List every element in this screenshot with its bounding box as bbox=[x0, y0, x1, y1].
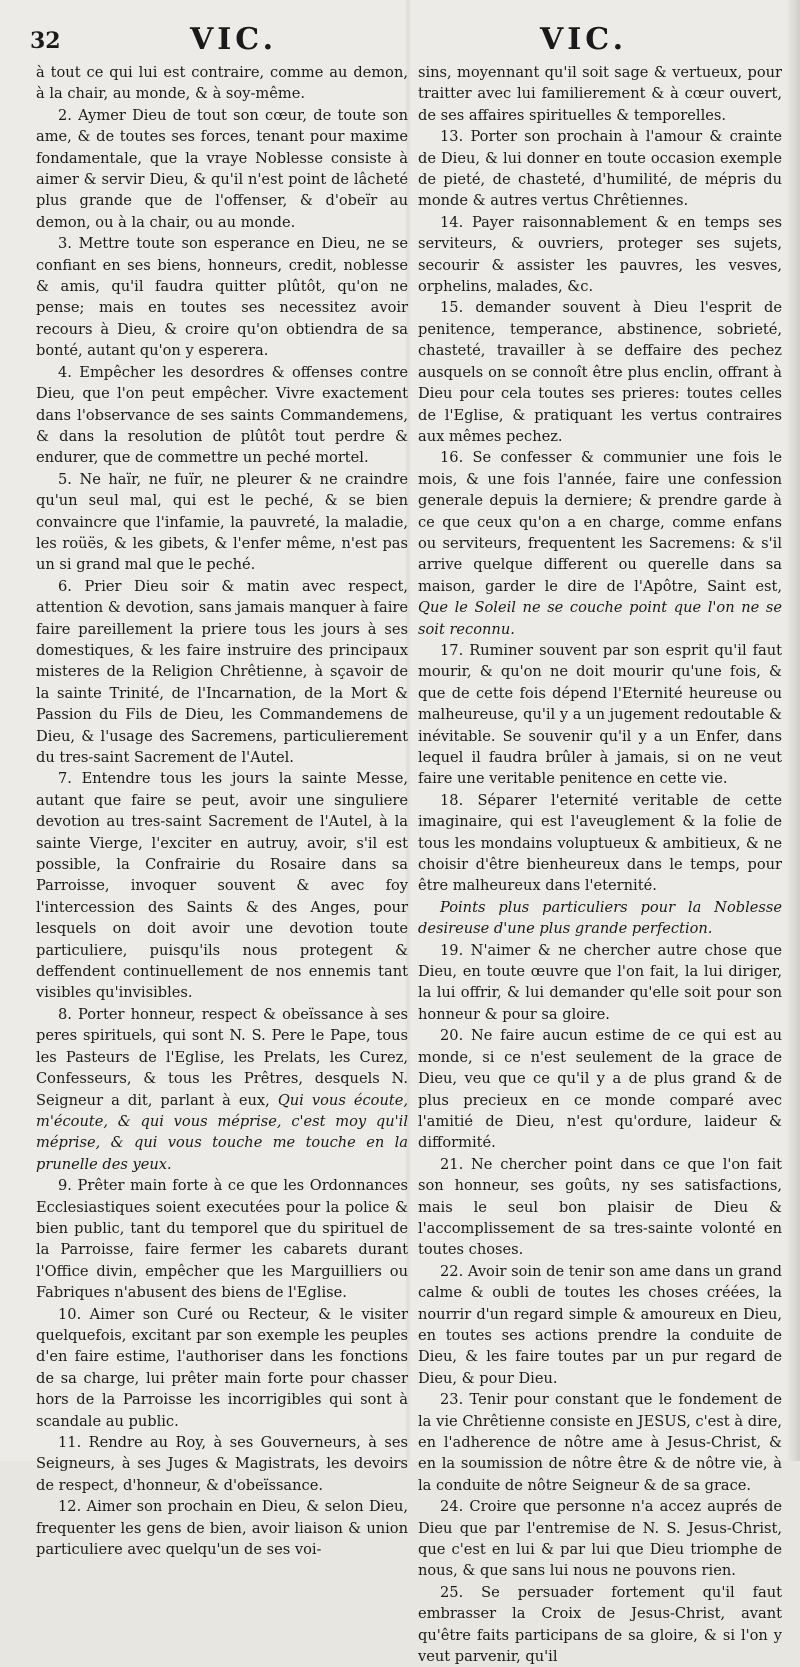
paragraph bbox=[418, 640, 782, 790]
paragraph bbox=[418, 1261, 782, 1389]
page-number: 32 bbox=[30, 28, 61, 54]
paragraph-text: 2. Aymer Dieu de tout son cœur, de toute son ame, & de toutes ses forces, tenant pour maxime fondamentale, que la vraye Noblesse consiste à aimer & servir Dieu, & qu'il n'est point de lâcheté plus grande que de l'offenser, & d'obeïr au demon, ou à la chair, ou au monde. bbox=[36, 106, 408, 231]
paragraph bbox=[418, 1496, 782, 1582]
left-column bbox=[36, 62, 408, 1560]
paragraph bbox=[36, 233, 408, 361]
paragraph-text: à tout ce qui lui est contraire, comme au demon, à la chair, au monde, & à soy-même. bbox=[36, 64, 408, 103]
paragraph bbox=[418, 1582, 782, 1667]
section-heading bbox=[418, 897, 782, 940]
paragraph-text: 17. Ruminer souvent par son esprit qu'il faut mourir, & qu'on ne doit mourir qu'une fois, & que de cette fois dépend l'Eternité heureuse ou malheureuse, qu'il y a un jugement redoutable & inévitable. Se souvenir qu'il y a un Enfer, dans lequel il faudra brûler à jamais, si on ne veut faire une veritable penitence en cette vie. bbox=[418, 641, 782, 788]
paragraph bbox=[36, 362, 408, 469]
paragraph-text: 7. Entendre tous les jours la sainte Messe, autant que faire se peut, avoir une singuliere devotion au tres-saint Sacrement de l'Autel, à la sainte Vierge, l'exciter en autruy, avoir, s'il est possible, la Confrairie du Rosaire dans sa Parroisse, invoquer souvent & avec foy l'intercession des Saints & des Anges, pour lesquels on doit avoir une devotion toute particuliere, puisqu'ils nous protegent & deffendent continuellement de nos ennemis tant visibles qu'invisibles. bbox=[36, 770, 408, 1002]
paragraph-text: 4. Empêcher les desordres & offenses contre Dieu, que l'on peut empêcher. Vivre exactement dans l'observance de ses saints Commandemens, & dans la resolution de plûtôt tout perdre & endurer, que de commettre un peché mortel. bbox=[36, 363, 408, 467]
paragraph-text: Points plus particuliers pour la Noblesse desireuse d'une plus grande perfection. bbox=[418, 898, 782, 938]
paragraph-text: 25. Se persuader fortement qu'il faut embrasser la Croix de Jesus-Christ, avant qu'être faits participans de sa gloire, & si l'on y veut parvenir, qu'il bbox=[418, 1583, 782, 1666]
paragraph bbox=[36, 1304, 408, 1432]
paragraph-text: 24. Croire que personne n'a accez auprés de Dieu que par l'entremise de N. S. Jesus-Christ, que c'est en lui & par lui que Dieu triomphe de nous, & que sans lui nous ne pouvons rien. bbox=[418, 1498, 782, 1580]
paragraph bbox=[418, 297, 782, 447]
paragraph bbox=[36, 62, 408, 105]
page-edge-shadow bbox=[786, 0, 800, 1461]
paragraph-text: 8. Porter honneur, respect & obeïssance à ses peres spirituels, qui sont N. S. Pere le Pape, tous les Pasteurs de l'Eglise, les Prelats, les Curez, Confesseurs, & tous les Prêtres, desquels N. Seigneur a dit, parlant à eux, bbox=[36, 1005, 408, 1109]
paragraph-text: 3. Mettre toute son esperance en Dieu, ne se confiant en ses biens, honneurs, credit, noblesse & amis, qu'il faudra quitter plûtôt, qu'on ne pense; mais en toutes ses necessitez avoir recours à Dieu, & croire qu'on obtiendra de sa bonté, autant qu'on y esperera. bbox=[36, 235, 408, 360]
right-column bbox=[418, 62, 782, 1667]
paragraph-text: 6. Prier Dieu soir & matin avec respect, attention & devotion, sans jamais manquer à faire faire pareillement la priere tous les jours à ses domestiques, & les faire instruire des principaux misteres de la Religion Chrêtienne, à sçavoir de la sainte Trinité, de l'Incarnation, de la Mort & Passion du Fils de Dieu, les Commandemens de Dieu, & l'usage des Sacremens, particulierement du tres-saint Sacrement de l'Autel. bbox=[36, 577, 408, 766]
paragraph bbox=[36, 105, 408, 233]
paragraph bbox=[418, 212, 782, 298]
paragraph-text: 22. Avoir soin de tenir son ame dans un grand calme & oubli de toutes les choses créées, la nourrir d'un regard simple & amoureux en Dieu, en toutes ses actions prendre la conduite de Dieu, & les faire toutes par un pur regard de Dieu, & pour Dieu. bbox=[418, 1262, 782, 1387]
paragraph-text: 23. Tenir pour constant que le fondement de la vie Chrêtienne consiste en JESUS, c'est à dire, en l'adherence de nôtre ame à Jesus-Christ, & en la soumission de nôtre être & de nôtre vie, à la conduite de nôtre Seigneur & de sa grace. bbox=[418, 1391, 782, 1494]
paragraph bbox=[36, 768, 408, 1003]
paragraph bbox=[36, 1175, 408, 1303]
paragraph bbox=[418, 790, 782, 897]
paragraph-text: 11. Rendre au Roy, à ses Gouverneurs, à ses Seigneurs, à ses Juges & Magistrats, les devoirs de respect, d'honneur, & d'obeïssance. bbox=[36, 1434, 408, 1494]
paragraph-text: 16. Se confesser & communier une fois le mois, & une fois l'année, faire une confession generale depuis la derniere; & prendre garde à ce que ceux qu'on a en charge, comme enfans ou serviteurs, frequentent les Sacremens: & s'il arrive quelque different ou querelle dans sa maison, garder le dire de l'Apôtre, Saint est, bbox=[418, 449, 782, 595]
paragraph-text: sins, moyennant qu'il soit sage & vertueux, pour traitter avec lui familierement & à cœur ouvert, de ses affaires spirituelles & temporelles. bbox=[418, 64, 782, 124]
paragraph bbox=[418, 1154, 782, 1261]
paragraph-text: 20. Ne faire aucun estime de ce qui est au monde, si ce n'est seulement de la grace de Dieu, veu que ce qu'il y a de plus grand & de plus precieux en ce monde comparé avec l'amitié de Dieu, n'est qu'ordure, laideur & difformité. bbox=[418, 1027, 782, 1152]
paragraph-text: 5. Ne haïr, ne fuïr, ne pleurer & ne craindre qu'un seul mal, qui est le peché, & se bien convaincre que l'infamie, la pauvreté, la maladie, les roüës, & les gibets, & l'enfer même, n'est pas un si grand mal que le peché. bbox=[36, 470, 408, 574]
italic-quote: Qui vous écoute, m'écoute, & qui vous méprise, c'est moy qu'il méprise, & qui vous touche me touche en la prunelle des yeux. bbox=[36, 1091, 408, 1173]
paragraph bbox=[418, 1025, 782, 1153]
paragraph-text: 18. Séparer l'eternité veritable de cette imaginaire, qui est l'aveuglement & la folie de tous les mondains voluptueux & ambitieux, & ne choisir d'être bienheureux dans le temps, pour être malheureux dans l'eternité. bbox=[418, 791, 782, 895]
paragraph bbox=[36, 1004, 408, 1175]
paragraph bbox=[418, 126, 782, 212]
paragraph bbox=[418, 62, 782, 126]
paragraph bbox=[36, 576, 408, 769]
paragraph-text: 13. Porter son prochain à l'amour & crainte de Dieu, & lui donner en toute occasion exemple de pieté, de chasteté, d'humilité, de mépris du monde & autres vertus Chrêtiennes. bbox=[418, 128, 782, 210]
paragraph bbox=[418, 940, 782, 1026]
running-head-left: VIC. bbox=[190, 22, 278, 57]
paragraph-text: 14. Payer raisonnablement & en temps ses serviteurs, & ouvriers, proteger ses sujets, secourir & assister les pauvres, les vesves, orphelins, malades, &c. bbox=[418, 213, 782, 296]
paragraph bbox=[418, 447, 782, 640]
paragraph bbox=[418, 1389, 782, 1496]
paragraph-text: 15. demander souvent à Dieu l'esprit de penitence, temperance, abstinence, sobrieté, chasteté, travailler à se deffaire des pechez ausquels on se connoît être plus enclin, offrant à Dieu pour cela toutes ses prieres: toutes celles de l'Eglise, & pratiquant les vertus contraires aux mêmes pechez. bbox=[418, 299, 782, 445]
paragraph-text: 9. Prêter main forte à ce que les Ordonnances Ecclesiastiques soient executées pour la police & bien public, tant du temporel que du spirituel de la Parroisse, faire fermer les cabarets durant l'Office divin, empêcher que les Marguilliers ou Fabriques n'abusent des biens de l'Eglise. bbox=[36, 1177, 408, 1302]
paragraph-text: 19. N'aimer & ne chercher autre chose que Dieu, en toute œuvre que l'on fait, la lui diriger, la lui offrir, & lui demander qu'elle soit pour son honneur & pour sa gloire. bbox=[418, 941, 782, 1023]
paragraph bbox=[36, 1432, 408, 1496]
paragraph bbox=[36, 1496, 408, 1560]
running-head-right: VIC. bbox=[540, 22, 628, 57]
paragraph-text: 21. Ne chercher point dans ce que l'on fait son honneur, ses goûts, ny ses satisfactions, mais le seul bon plaisir de Dieu & l'accomplissement de sa tres-sainte volonté en toutes choses. bbox=[418, 1155, 782, 1259]
paragraph-text: 10. Aimer son Curé ou Recteur, & le visiter quelquefois, excitant par son exemple les peuples d'en faire estime, l'authoriser dans les fonctions de sa charge, lui prêter main forte pour chasser hors de la Parroisse les incorrigibles qui sont à scandale au public. bbox=[36, 1305, 408, 1430]
paragraph bbox=[36, 469, 408, 576]
italic-quote: Que le Soleil ne se couche point que l'on ne se soit reconnu. bbox=[418, 599, 782, 638]
paragraph-text: 12. Aimer son prochain en Dieu, & selon Dieu, frequenter les gens de bien, avoir liaison & union particuliere avec quelqu'un de ses voi- bbox=[36, 1498, 408, 1559]
